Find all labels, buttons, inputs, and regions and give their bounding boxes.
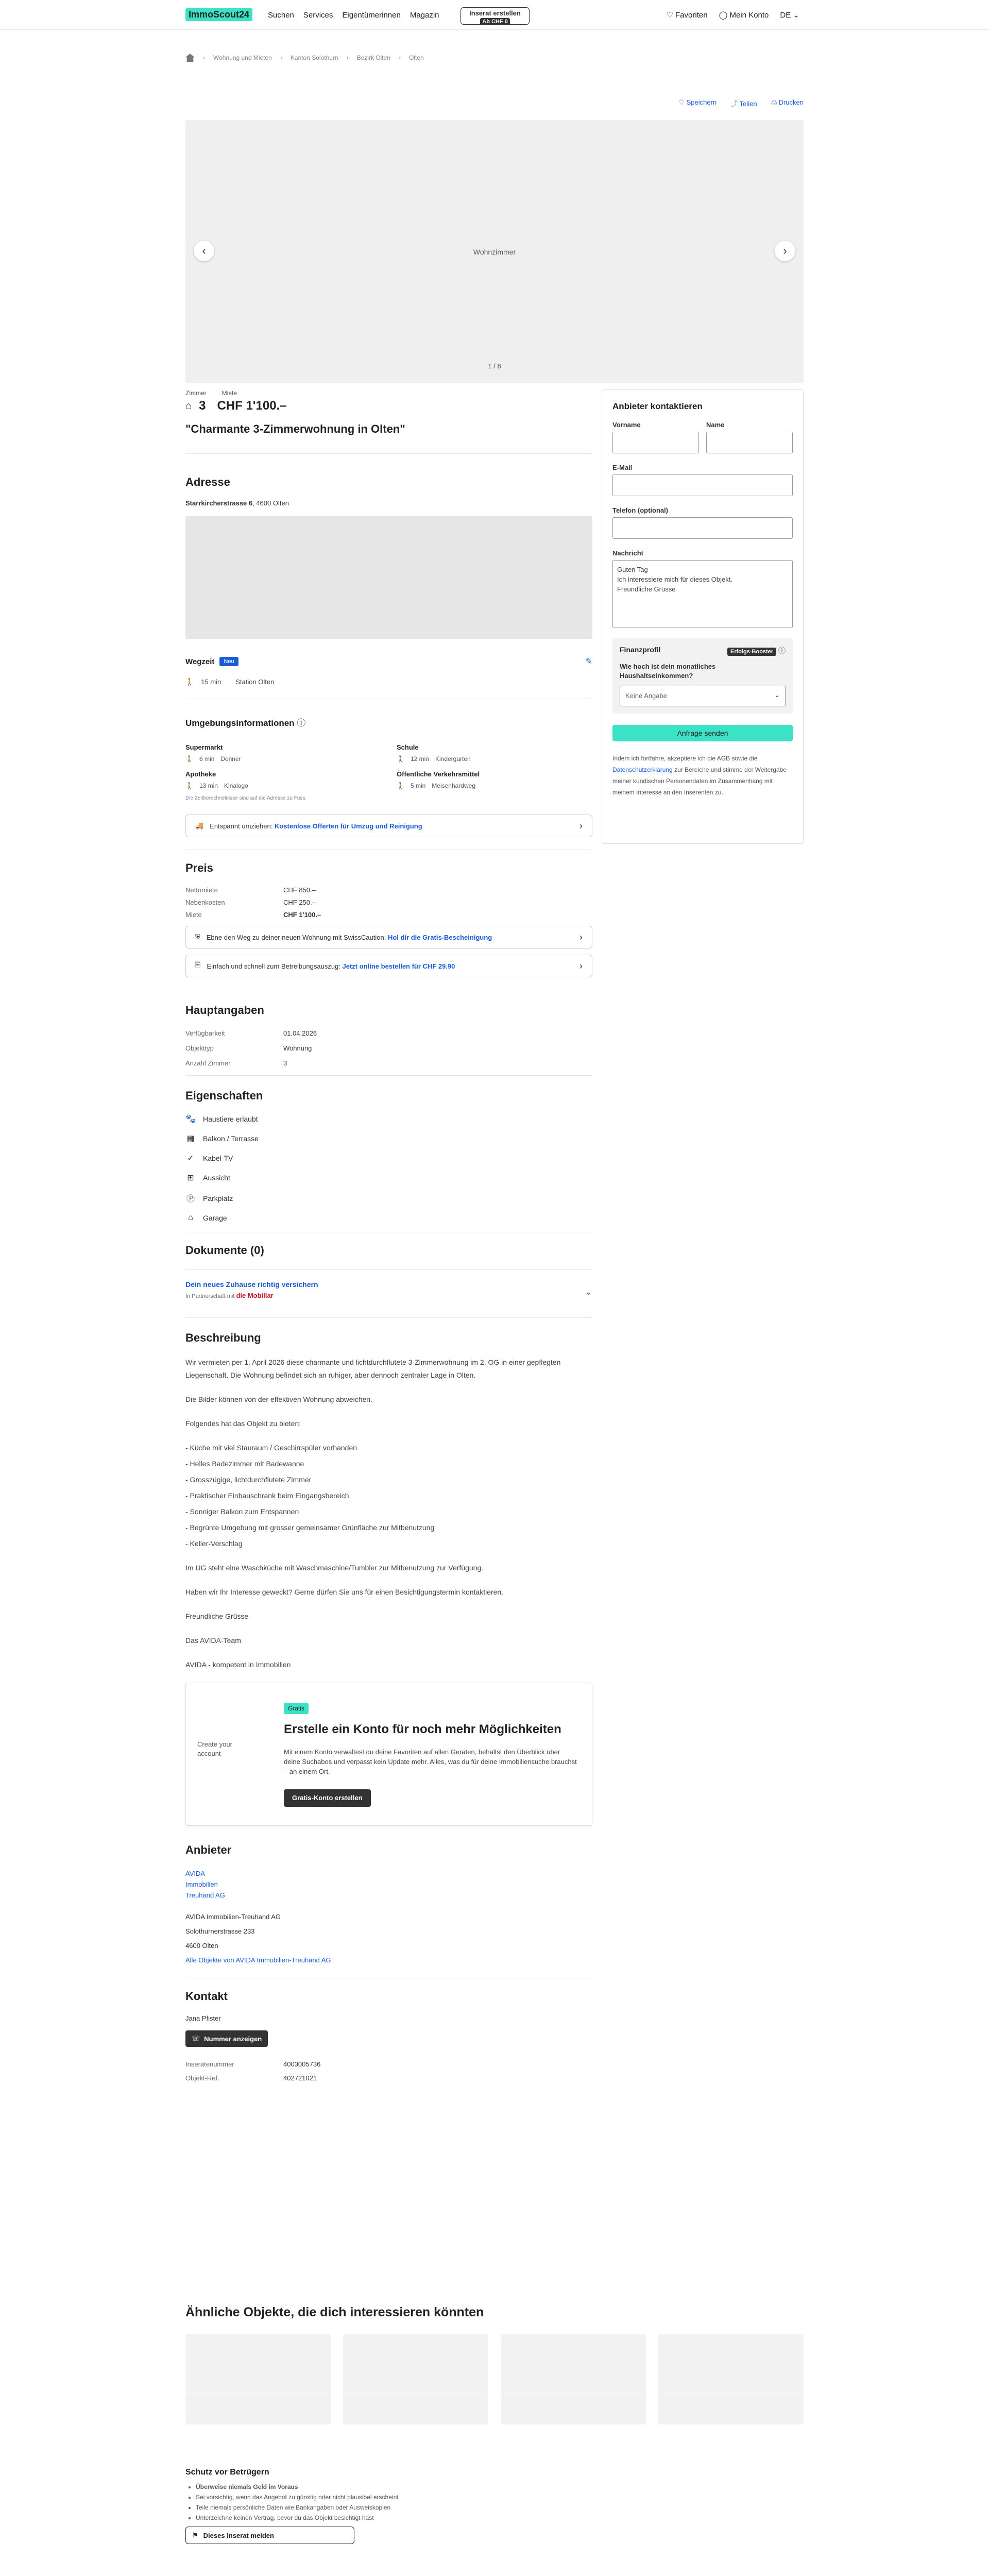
- map[interactable]: [185, 516, 592, 639]
- breadcrumb-item[interactable]: Olten: [408, 54, 424, 61]
- umgebung-grid: [185, 743, 592, 789]
- swisscaution-banner[interactable]: ⛨ Ebne den Weg zu deiner neuen Wohnung mit SwissCaution: Hol dir die Gratis-Bescheinigung ›: [185, 926, 592, 948]
- check-icon: ✓: [187, 1154, 194, 1163]
- edit-icon[interactable]: ✎: [585, 657, 592, 666]
- umgebung-item: Öffentliche Verkehrsmittel 🚶 5 min Meisenhardweg: [397, 770, 480, 789]
- breadcrumb-item[interactable]: Wohnung und Mieten: [213, 54, 272, 61]
- nav-magazin[interactable]: Magazin: [410, 11, 439, 20]
- image-gallery[interactable]: [185, 120, 804, 383]
- contact-form: Anbieter kontaktieren Vorname Name E-Mail Telefon (optional) Nachricht Guten Tag Ich interessiere mich für dieses Objekt. Freundliche Grüsse Finanzprofil Erfolgs-Booster ⓘ Wie hoch ist dein monatliches Haushaltseinkommen? Keine Angabe ⌄ Anfrage senden Indem ich fortfahre, akzeptiere ich die AGB sowie die Datenschutzerklärung zur Bereiche und stimme der Weitergabe meiner kundischen Personendaten im Zusammenhang mit meinem Interesse an den Inserenten zu.: [602, 389, 804, 844]
- document-icon: 🗎: [195, 961, 201, 969]
- info-icon[interactable]: ⓘ: [297, 718, 306, 728]
- einkommen-select[interactable]: Keine Angabe ⌄: [620, 686, 786, 706]
- preis-row: Nebenkosten CHF 250.–: [185, 899, 316, 906]
- chevron-down-icon: ⌄: [774, 691, 780, 699]
- garage-icon: ⌂: [188, 1213, 193, 1222]
- konto-link[interactable]: ◯ Mein Konto: [719, 11, 769, 20]
- miete-value: CHF 1'100.–: [217, 399, 287, 413]
- site-header: [0, 0, 989, 30]
- walk-icon: 🚶: [185, 678, 194, 686]
- feature-item: Ⓟ Parkplatz: [185, 1192, 592, 1204]
- chevron-right-icon: ›: [579, 931, 583, 942]
- home-icon: ⌂: [185, 400, 192, 412]
- flag-icon: ⚑: [192, 2531, 198, 2539]
- breadcrumb-item[interactable]: Bezirk Olten: [356, 54, 390, 61]
- anbieter-address: AVIDA Immobilien-Treuhand AG Solothurnerstrasse 233 4600 Olten Alle Objekte von AVIDA Immobilien-Treuhand AG: [185, 1913, 331, 1964]
- similar-heading: Ähnliche Objekte, die dich interessieren könnten: [185, 2305, 484, 2319]
- truck-icon: 🚚: [195, 822, 204, 829]
- hauptangaben-heading: Hauptangaben: [185, 1004, 264, 1016]
- telefon-input[interactable]: [612, 517, 793, 539]
- miete-label: Miete: [221, 389, 237, 397]
- konto-card: Create your account Gratis Erstelle ein Konto für noch mehr Möglichkeiten Mit einem Konto verwaltest du deine Favoriten auf allen Geräten, behältst den Überblick über deine Suchabos und verpasst kein Update mehr. Alles, was du für deine Immobiliensuche brauchst – an einem Ort. Gratis-Konto erstellen: [185, 1683, 592, 1826]
- kontakt-table: [185, 2060, 592, 2082]
- scam-item: • Teile niemals persönliche Daten wie Bankangaben oder Ausweiskopien: [196, 2504, 598, 2511]
- datenschutz-link[interactable]: Datenschutzerklärung: [612, 766, 673, 773]
- hauptangaben-table: [185, 1029, 592, 1067]
- phone-icon: ☏: [192, 2035, 200, 2042]
- adresse-heading: Adresse: [185, 476, 230, 488]
- anbieter-heading: Anbieter: [185, 1843, 232, 1856]
- nav-services[interactable]: Services: [303, 11, 333, 20]
- wegzeit-label: Wegzeit: [185, 657, 215, 666]
- dokumente-heading: Dokumente (0): [185, 1244, 264, 1257]
- umgebung-item: Supermarkt 🚶 6 min Denner: [185, 743, 241, 762]
- chevron-right-icon: ›: [579, 960, 583, 971]
- logo[interactable]: ImmoScout24: [185, 8, 253, 21]
- kontakt-row: Inseratenummer 4003005736: [185, 2060, 321, 2068]
- drucken-button[interactable]: ⎙ Drucken: [771, 98, 804, 106]
- similar-card[interactable]: [185, 2334, 331, 2425]
- similar-card[interactable]: [343, 2334, 488, 2425]
- language-select[interactable]: DE ⌄: [780, 11, 799, 20]
- umgebung-item: Schule 🚶 12 min Kindergarten: [397, 743, 471, 762]
- umgebung-item: Apotheke 🚶 13 min Kinalogo: [185, 770, 248, 789]
- beschreibung-text: Wir vermieten per 1. April 2026 diese charmante und lichtdurchflutete 3-Zimmerwohnung im 2. OG in einer gepflegten Liegenschaft. Die Wohnung befindet sich an ruhiger, aber dennoch zentraler Lage in Olten. Die Bilder können von der effektiven Wohnung abweichen. Folgendes hat das Objekt zu bieten: - Küche mit viel Stauraum / Geschirrspüler vorhanden - Helles Badezimmer mit Badewanne - Grosszügige, lichtdurchflutete Zimmer - Praktischer Einbauschrank beim Eingangsbereich - Sonniger Balkon zum Entspannen - Begrünte Umgebung mit grosser gemeinsamer Grünfläche zur Mitbenutzung - Keller-Verschlag Im UG steht eine Waschküche mit Waschmaschine/Tumbler zur Mitbenutzung zur Verfügung. Haben wir Ihr Interesse geweckt? Gerne dürfen Sie uns für einen Besichtigungstermin kontaktieren. Freundliche Grüsse Das AVIDA-Team AVIDA - kompetent in Immobilien: [185, 1358, 561, 1669]
- zimmer-label: Zimmer: [185, 389, 207, 397]
- address: Starrkircherstrasse 6, 4600 Olten: [185, 499, 289, 507]
- gallery-placeholder: Wohnzimmer: [473, 248, 516, 256]
- gallery-counter: 1 / 8: [488, 362, 501, 370]
- preis-row: Nettomiete CHF 850.–: [185, 886, 316, 894]
- breadcrumb: › Wohnung und Mieten › Kanton Solothurn › Bezirk Olten › Olten: [185, 54, 424, 62]
- versicherung-accordion[interactable]: Dein neues Zuhause richtig versichern In Partnerschaft mit die Mobiliar ⌄: [185, 1280, 592, 1299]
- gratis-badge: Gratis: [284, 1703, 309, 1714]
- erfolgs-booster-badge: Erfolgs-Booster: [727, 648, 776, 656]
- feature-item: ✓ Kabel-TV: [185, 1153, 592, 1163]
- scam-item: • Unterzeichne keinen Vertrag, bevor du das Objekt besichtigt hast: [196, 2514, 598, 2521]
- share-icon: ⤴: [731, 100, 738, 108]
- hauptangaben-row: Verfügbarkeit 01.04.2026: [185, 1029, 317, 1037]
- view-icon: ⊞: [187, 1174, 194, 1182]
- mobiliar-logo: die Mobiliar: [236, 1292, 274, 1299]
- info-icon[interactable]: ⓘ: [778, 647, 786, 655]
- preis-table: [185, 886, 592, 919]
- neu-badge: Neu: [219, 657, 238, 666]
- home-icon[interactable]: [185, 54, 195, 62]
- kontakt-row: Objekt-Ref. 402721021: [185, 2074, 317, 2082]
- similar-card[interactable]: [501, 2334, 646, 2425]
- alle-objekte-link[interactable]: Alle Objekte von AVIDA Immobilien-Treuhand AG: [185, 1956, 331, 1964]
- anfrage-senden-button[interactable]: Anfrage senden: [612, 725, 793, 741]
- walk-icon: 🚶: [397, 755, 404, 762]
- shield-icon: ⛨: [195, 933, 200, 941]
- scam-warning: Schutz vor Betrügern • Überweise niemals Geld im Voraus • Sei vorsichtig, wenn das Angebot zu günstig oder nicht plausibel erscheint • Teile niemals persönliche Daten wie Bankangaben oder Ausweiskopien • Unterzeichne keinen Vertrag, bevor du das Objekt besichtigt hast ⚑ Dieses Inserat melden: [185, 2468, 598, 2544]
- paw-icon: 🐾: [185, 1115, 196, 1124]
- umzug-banner[interactable]: 🚚 Entspannt umziehen: Kostenlose Offerten für Umzug und Reinigung ›: [185, 815, 592, 837]
- nav-eigentuemer[interactable]: Eigentümerinnen: [342, 11, 401, 20]
- feature-item: ⊞ Aussicht: [185, 1173, 592, 1183]
- eigenschaften-heading: Eigenschaften: [185, 1089, 263, 1102]
- chevron-right-icon: ›: [579, 820, 583, 831]
- speichern-button[interactable]: ♡ Speichern: [678, 98, 717, 106]
- feature-item: ▦ Balkon / Terrasse: [185, 1133, 592, 1144]
- nachricht-textarea[interactable]: Guten Tag Ich interessiere mich für dieses Objekt. Freundliche Grüsse: [612, 560, 793, 628]
- zimmer-value: 3: [199, 399, 206, 413]
- preis-heading: Preis: [185, 861, 213, 874]
- scam-item: • Überweise niemals Geld im Voraus: [196, 2483, 598, 2490]
- legal-text: Indem ich fortfahre, akzeptiere ich die AGB sowie die Datenschutzerklärung zur Bereiche und stimme der Weitergabe meiner kundischen Personendaten im Zusammenhang mit meinem Interesse an den Inserenten zu.: [612, 755, 787, 796]
- nav-suchen[interactable]: Suchen: [268, 11, 294, 20]
- balcony-icon: ▦: [186, 1134, 195, 1143]
- nummer-anzeigen-button[interactable]: ☏ Nummer anzeigen: [185, 2030, 268, 2047]
- similar-card[interactable]: [658, 2334, 804, 2425]
- gallery-next-button[interactable]: [775, 241, 795, 261]
- share-actions: [678, 98, 804, 108]
- favoriten-link[interactable]: ♡ Favoriten: [666, 11, 708, 20]
- walk-icon: 🚶: [185, 782, 193, 789]
- vorname-input[interactable]: [612, 432, 699, 453]
- scam-item: • Sei vorsichtig, wenn das Angebot zu günstig oder nicht plausibel erscheint: [196, 2494, 598, 2501]
- eigenschaften-list: [185, 1114, 592, 1223]
- main-nav: [268, 11, 439, 20]
- anbieter-logo-links: AVIDA Immobilien Treuhand AG: [185, 1870, 225, 1899]
- feature-item: ⌂ Garage: [185, 1213, 592, 1223]
- heart-icon: ♡: [678, 98, 685, 106]
- listing-title: "Charmante 3-Zimmerwohnung in Olten": [185, 422, 405, 435]
- report-listing-button[interactable]: ⚑ Dieses Inserat melden: [185, 2527, 354, 2544]
- chevron-down-icon: ⌄: [584, 1286, 592, 1297]
- chevron-right-icon: ›: [783, 244, 787, 257]
- hauptangaben-row: Objekttyp Wohnung: [185, 1044, 312, 1052]
- print-icon: ⎙: [771, 98, 777, 106]
- kontakt-name: Jana Pfister: [185, 2014, 221, 2022]
- contact-form-title: Anbieter kontaktieren: [612, 401, 703, 411]
- chevron-left-icon: ‹: [202, 244, 206, 257]
- gallery-prev-button[interactable]: [194, 241, 214, 261]
- heart-icon: ♡: [666, 11, 673, 20]
- email-input[interactable]: [612, 474, 793, 496]
- name-input[interactable]: [706, 432, 793, 453]
- betreibung-banner[interactable]: 🗎 Einfach und schnell zum Betreibungsauszug: Jetzt online bestellen für CHF 29.90 ›: [185, 955, 592, 977]
- gratis-konto-button[interactable]: Gratis-Konto erstellen: [284, 1789, 371, 1807]
- finanzprofil-box: Finanzprofil Erfolgs-Booster ⓘ Wie hoch ist dein monatliches Haushaltseinkommen? Keine Angabe ⌄: [612, 638, 793, 714]
- breadcrumb-item[interactable]: Kanton Solothurn: [290, 54, 338, 61]
- walk-icon: 🚶: [185, 755, 193, 762]
- chevron-down-icon: ⌄: [793, 11, 799, 20]
- feature-item: 🐾 Haustiere erlaubt: [185, 1115, 258, 1124]
- walk-icon: 🚶: [397, 782, 404, 789]
- teilen-button[interactable]: ⤴ Teilen: [731, 100, 757, 108]
- hauptangaben-row: Anzahl Zimmer 3: [185, 1059, 287, 1067]
- beschreibung-heading: Beschreibung: [185, 1331, 261, 1344]
- parking-icon: Ⓟ: [186, 1195, 195, 1204]
- preis-row: Miete CHF 1'100.–: [185, 911, 321, 919]
- umgebung-note: Die Zeitberechnelnisse sind auf die Adresse zu Fuss.: [185, 795, 307, 801]
- inserat-erstellen-button[interactable]: Inserat erstellen Ab CHF 0: [461, 7, 530, 25]
- listing-main: Zimmer Miete ⌂ 3 CHF 1'100.– "Charmante 3-Zimmerwohnung in Olten" Adresse Starrkircherstrasse 6, 4600 Olten Wegzeit Neu ✎ 🚶 15 min Station Olten Umgebungsinformationen ⓘ Supermarkt 🚶 6 min Denner Schule 🚶 12 min Kindergarten Apotheke 🚶 13 min Kinalogo Öffentliche Verkehrsmittel 🚶 5 min Meisenhardweg Die Zeitberechnelnisse sind auf die Adresse zu Fuss. 🚚 Entspannt umziehen: Kostenlose Offerten für Umzug und Reinigung › Preis Nettomiete CHF 850.– Nebenkosten CHF 250.– Miete CHF 1'100.– ⛨ Ebne den Weg zu deiner neuen Wohnung mit SwissCaution: Hol dir die Gratis-Bescheinigung › 🗎 Einfach und schnell zum Betreibungsauszug: Jetzt online bestellen für CHF 29.90 › Hauptangaben Verfügbarkeit 01.04.2026 Objekttyp Wohnung Anzahl Zimmer 3 Eigenschaften 🐾 Haustiere erlaubt ▦ Balkon / Terrasse ✓ Kabel-TV ⊞ Aussicht Ⓟ Parkplatz ⌂ Garage Dokumente (0) Dein neues Zuhause richtig versichern In Partnerschaft mit die Mobiliar ⌄ Beschreibung Wir vermieten per 1. April 2026 diese charmante und lichtdurchflutete 3-Zimmerwohnung im 2. OG in einer gepflegten Liegenschaft. Die Wohnung befindet sich an ruhiger, aber dennoch zentraler Lage in Olten. Die Bilder können von der effektiven Wohnung abweichen. Folgendes hat das Objekt zu bieten: - Küche mit viel Stauraum / Geschirrspüler vorhanden - Helles Badezimmer mit Badewanne - Grosszügige, lichtdurchflutete Zimmer - Praktischer Einbauschrank beim Eingangsbereich - Sonniger Balkon zum Entspannen - Begrünte Umgebung mit grosser gemeinsamer Grünfläche zur Mitbenutzung - Keller-Verschlag Im UG steht eine Waschküche mit Waschmaschine/Tumbler zur Mitbenutzung zur Verfügung. Haben wir Ihr Interesse geweckt? Gerne dürfen Sie uns für einen Besichtigungstermin kontaktieren. Freundliche Grüsse Das AVIDA-Team AVIDA - kompetent in Immobilien Create your account Gratis Erstelle ein Konto für noch mehr Möglichkeiten Mit einem Konto verwaltest du deine Favoriten auf allen Geräten, behältst den Überblick über deine Suchabos und verpasst kein Update mehr. Alles, was du für deine Immobiliensuche brauchst – an einem Ort. Gratis-Konto erstellen Anbieter AVIDA Immobilien Treuhand AG AVIDA Immobilien-Treuhand AG Solothurnerstrasse 233 4600 Olten Alle Objekte von AVIDA Immobilien-Treuhand AG Kontakt Jana Pfister ☏ Nummer anzeigen Inseratenummer 4003005736 Objekt-Ref. 402721021: [185, 389, 592, 2082]
- kontakt-heading: Kontakt: [185, 1990, 228, 2003]
- user-icon: ◯: [719, 11, 728, 20]
- umgebung-heading: Umgebungsinformationen ⓘ: [185, 718, 306, 728]
